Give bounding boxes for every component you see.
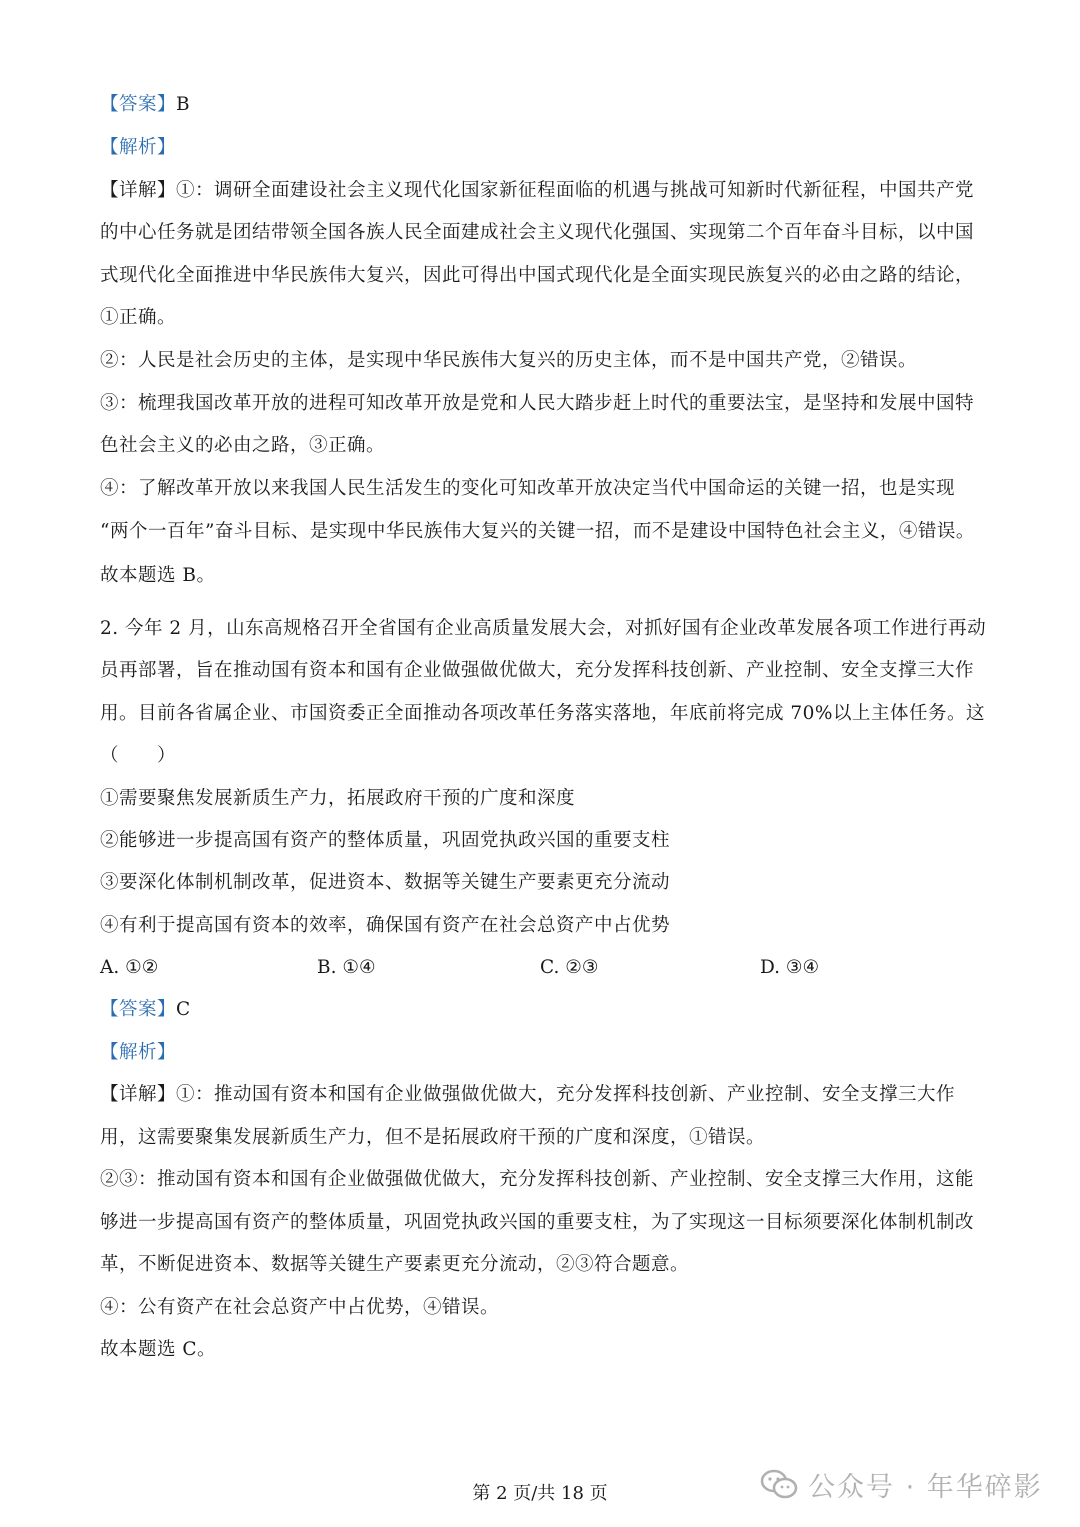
q2-stem: 用。目前各省属企业、市国资委正全面推动各项改革任务落实落地，年底前将完成 70%以上主体任务。这 bbox=[100, 703, 986, 724]
analysis-tag: 【解析】 bbox=[100, 137, 177, 158]
q2-conclusion: 故本题选 C。 bbox=[100, 1339, 217, 1360]
q2-detail-line bbox=[100, 1083, 1000, 1107]
option-b: B. ①④ bbox=[317, 957, 376, 978]
wechat-icon bbox=[760, 1469, 798, 1499]
q2-blank: （ ） bbox=[100, 745, 177, 766]
q2-detail-text: 革，不断促进资本、数据等关键生产要素更充分流动，②③符合题意。 bbox=[100, 1254, 690, 1275]
q2-detail-text: ①：推动国有资本和国有企业做强做优做大，充分发挥科技创新、产业控制、安全支撑三大作 bbox=[176, 1084, 956, 1105]
q2-options bbox=[100, 956, 1000, 980]
q2-answer-line bbox=[100, 998, 1000, 1022]
option-a: A. ①② bbox=[100, 957, 159, 978]
q1-answer: B bbox=[176, 94, 191, 115]
q1-conclusion: 故本题选 B。 bbox=[100, 565, 216, 586]
q2-statement: ③要深化体制机制改革，促进资本、数据等关键生产要素更充分流动 bbox=[100, 872, 671, 893]
q1-detail-text: ②：人民是社会历史的主体，是实现中华民族伟大复兴的历史主体，而不是中国共产党，②错误。 bbox=[100, 350, 918, 371]
q1-detail-line bbox=[100, 179, 1000, 203]
q2-detail-text: 够进一步提高国有资产的整体质量，巩固党执政兴国的重要支柱，为了实现这一目标须要深化体制机制改 bbox=[100, 1212, 975, 1233]
q1-analysis-line bbox=[100, 136, 1000, 160]
q2-detail-text: 用，这需要聚集发展新质生产力，但不是拓展政府干预的广度和深度，①错误。 bbox=[100, 1127, 766, 1148]
watermark bbox=[760, 1462, 1043, 1506]
q2-detail-text: ④：公有资产在社会总资产中占优势，④错误。 bbox=[100, 1297, 500, 1318]
q2-statement: ④有利于提高国有资本的效率，确保国有资产在社会总资产中占优势 bbox=[100, 915, 671, 936]
q1-detail-text: 色社会主义的必由之路，③正确。 bbox=[100, 435, 386, 456]
detail-tag: 【详解】 bbox=[100, 1084, 177, 1105]
q1-detail-text: 的中心任务就是团结带领全国各族人民全面建成社会主义现代化强国、实现第二个百年奋斗目标，以中国 bbox=[100, 222, 975, 243]
watermark-text: 公众号 · 年华碎影 bbox=[808, 1471, 1043, 1503]
q2-statement: ②能够进一步提高国有资产的整体质量，巩固党执政兴国的重要支柱 bbox=[100, 830, 671, 851]
q2-detail-text: ②③：推动国有资本和国有企业做强做优做大，充分发挥科技创新、产业控制、安全支撑三大作用，这能 bbox=[100, 1169, 975, 1190]
q1-detail-text: ①正确。 bbox=[100, 307, 177, 328]
q1-detail-text: “两个一百年”奋斗目标、是实现中华民族伟大复兴的关键一招，而不是建设中国特色社会主义，④错误。 bbox=[100, 521, 975, 542]
answer-tag: 【答案】 bbox=[100, 999, 177, 1020]
q1-detail-text: ④：了解改革开放以来我国人民生活发生的变化可知改革开放决定当代中国命运的关键一招，也是实现 bbox=[100, 478, 956, 499]
q2-stem: 员再部署，旨在推动国有资本和国有企业做强做优做大，充分发挥科技创新、产业控制、安全支撑三大作 bbox=[100, 660, 975, 681]
q1-answer-line bbox=[100, 93, 1000, 117]
q1-detail-text: 式现代化全面推进中华民族伟大复兴，因此可得出中国式现代化是全面实现民族复兴的必由之路的结论， bbox=[100, 265, 975, 286]
q1-detail-text: ①：调研全面建设社会主义现代化国家新征程面临的机遇与挑战可知新时代新征程，中国共产党 bbox=[176, 180, 975, 201]
q2-analysis-line bbox=[100, 1041, 1000, 1065]
option-c: C. ②③ bbox=[540, 957, 599, 978]
answer-tag: 【答案】 bbox=[100, 94, 177, 115]
analysis-tag: 【解析】 bbox=[100, 1042, 177, 1063]
detail-tag: 【详解】 bbox=[100, 180, 177, 201]
q2-answer: C bbox=[176, 999, 191, 1020]
q1-detail-text: ③：梳理我国改革开放的进程可知改革开放是党和人民大踏步赶上时代的重要法宝，是坚持和发展中国特 bbox=[100, 393, 975, 414]
option-d: D. ③④ bbox=[760, 957, 820, 978]
q2-statement: ①需要聚焦发展新质生产力，拓展政府干预的广度和深度 bbox=[100, 788, 576, 809]
q2-stem: 2. 今年 2 月，山东高规格召开全省国有企业高质量发展大会，对抓好国有企业改革发展各项工作进行再动 bbox=[100, 618, 987, 639]
page-number: 第 2 页/共 18 页 bbox=[472, 1483, 608, 1504]
